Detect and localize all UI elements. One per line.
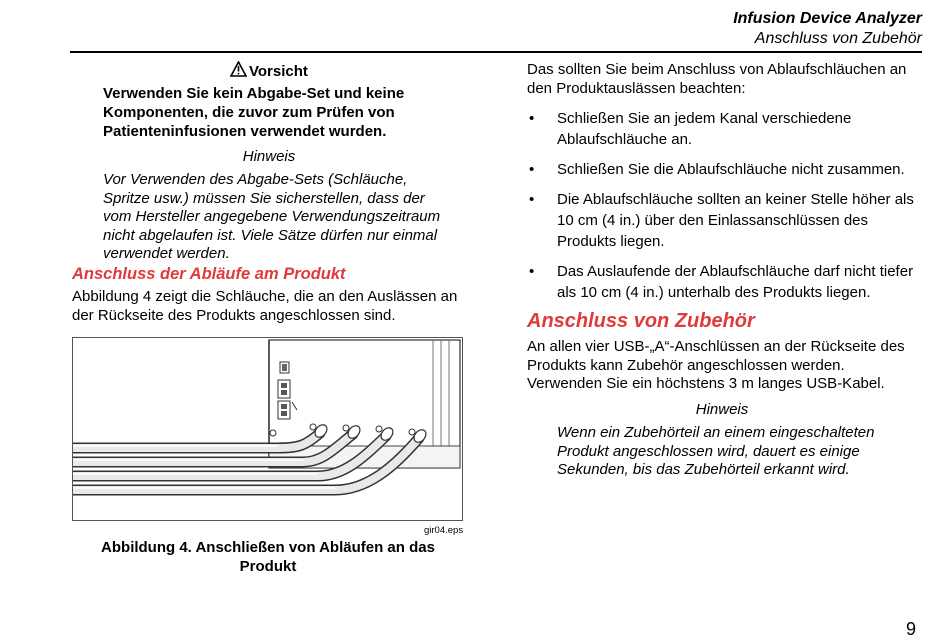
caution-heading bbox=[230, 61, 308, 81]
bullet-icon: • bbox=[529, 191, 535, 208]
bullet-icon: • bbox=[529, 110, 535, 127]
section-heading-drains: Anschluss der Abläufe am Produkt bbox=[72, 265, 346, 283]
drain-rules-intro: Das sollten Sie beim Anschluss von Ablaufschläuchen an den Produktauslässen beachten: bbox=[527, 61, 907, 97]
document-title: Infusion Device Analyzer bbox=[733, 10, 922, 27]
note-label: Hinweis bbox=[242, 148, 296, 165]
list-item: • Schließen Sie an jedem Kanal verschiedene Ablaufschläuche an. bbox=[529, 110, 852, 148]
warning-triangle-icon bbox=[230, 61, 247, 81]
drain-tubes-illustration bbox=[73, 338, 462, 520]
section-body-drains: Abbildung 4 zeigt die Schläuche, die an den Auslässen an der Rückseite des Produkts angeschlossen sind. bbox=[72, 288, 458, 324]
caution-text: Verwenden Sie kein Abgabe-Set und keine Komponenten, die zuvor zum Prüfen von Patienteninfusionen verwendet wurden. bbox=[103, 85, 405, 140]
drain-rules-list bbox=[527, 108, 927, 312]
bullet-icon: • bbox=[529, 263, 535, 280]
section-body-accessories: An allen vier USB-„A“-Anschlüssen an der Rückseite des Produkts kann Zubehör angeschlossen werden. Verwenden Sie ein höchstens 3 m langes USB-Kabel. bbox=[527, 338, 905, 392]
document-subtitle: Anschluss von Zubehör bbox=[754, 30, 922, 47]
note-label: Hinweis bbox=[695, 401, 749, 418]
list-item: • Schließen Sie die Ablaufschläuche nicht zusammen. bbox=[529, 161, 905, 178]
figure-file-id: gir04.eps bbox=[424, 525, 464, 536]
list-item: • Das Auslaufende der Ablaufschläuche darf nicht tiefer als 10 cm (4 in.) unterhalb des Produkts liegen. bbox=[529, 263, 914, 301]
header-rule bbox=[70, 51, 922, 53]
section-heading-accessories: Anschluss von Zubehör bbox=[527, 310, 755, 332]
note-text: Wenn ein Zubehörteil an einem eingeschalteten Produkt angeschlossen wird, dauert es einige Sekunden, bis das Zubehörteil erkannt wird. bbox=[557, 424, 875, 478]
figure-caption: Abbildung 4. Anschließen von Abläufen an das Produkt bbox=[101, 539, 435, 575]
list-item: • Die Ablaufschläuche sollten an keiner Stelle höher als 10 cm (4 in.) über den Einlassanschlüssen des Produkts liegen. bbox=[529, 191, 914, 250]
figure-drain-connection bbox=[72, 337, 463, 521]
caution-label: Vorsicht bbox=[249, 62, 308, 80]
page-number: 9 bbox=[906, 619, 917, 639]
bullet-icon: • bbox=[529, 161, 535, 178]
note-text: Vor Verwenden des Abgabe-Sets (Schläuche, Spritze usw.) müssen Sie sicherstellen, dass der vom Hersteller angegebene Verwendungszeitraum nicht abgelaufen ist. Viele Sätze dürfen nur einmal verwendet werden. bbox=[103, 171, 441, 262]
